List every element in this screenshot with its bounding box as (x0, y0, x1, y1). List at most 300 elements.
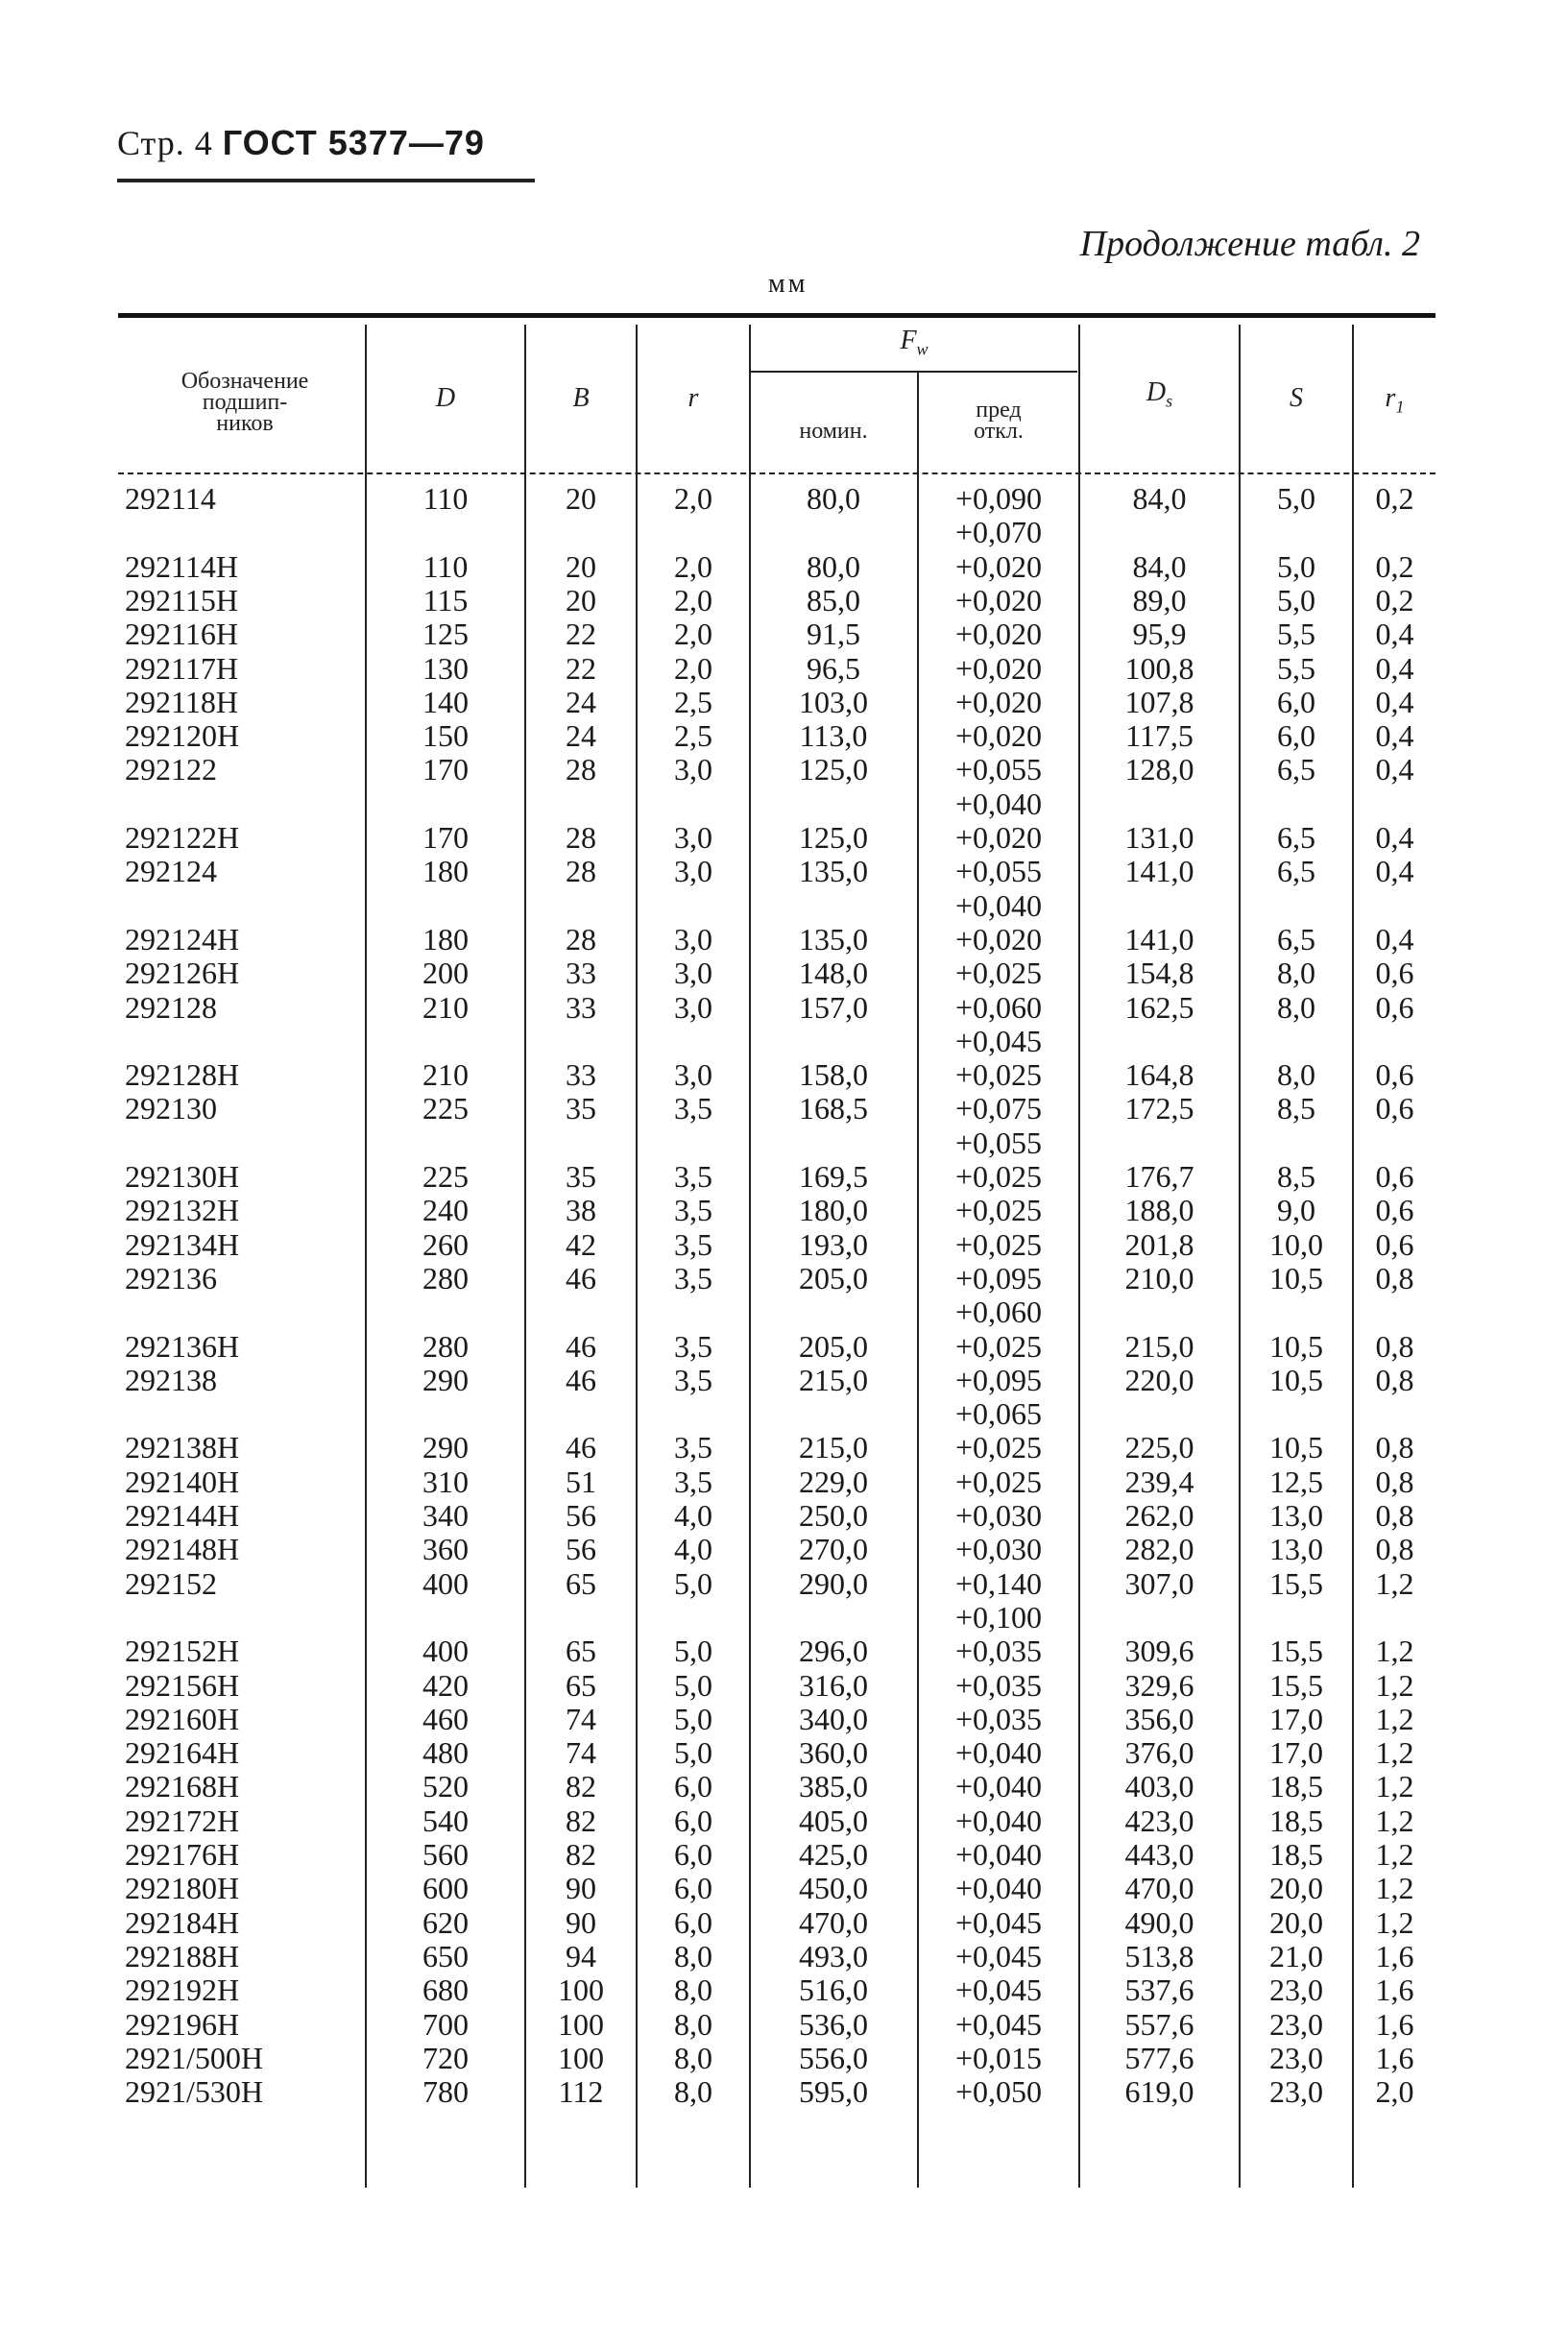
cell-d: 292120Н (125, 718, 240, 754)
cell-fw: 80,0 (807, 481, 860, 516)
cell-r: 8,0 (674, 2074, 712, 2110)
cell-d: 292164Н (125, 1735, 240, 1771)
cell-r: 2,0 (674, 617, 712, 652)
header-bottom-rule (118, 472, 1435, 474)
cell-ds: 307,0 (1124, 1565, 1194, 1601)
cell-s: 23,0 (1269, 2006, 1323, 2042)
cell-fw: 148,0 (799, 956, 868, 991)
cell-r1: 0,6 (1375, 956, 1414, 991)
cell-d: 292152 (125, 1565, 217, 1601)
cell-d: 292124Н (125, 921, 240, 956)
cell-ds: 470,0 (1124, 1871, 1194, 1906)
col-header-B: B (572, 383, 590, 413)
cell-ds: 423,0 (1124, 1803, 1194, 1838)
cell-D: 600 (422, 1871, 469, 1906)
cell-r1: 1,2 (1375, 1904, 1414, 1940)
cell-deviation: +0,040 (954, 887, 1043, 923)
cell-r: 5,0 (674, 1735, 712, 1771)
cell-deviation: +0,040 (954, 1735, 1043, 1771)
cell-D: 110 (422, 548, 469, 584)
cell-B: 100 (558, 2040, 604, 2075)
cell-B: 28 (566, 820, 596, 855)
cell-ds: 164,8 (1124, 1057, 1194, 1093)
cell-deviation: +0,040 (954, 786, 1043, 821)
cell-s: 5,5 (1277, 650, 1315, 686)
cell-D: 720 (422, 2040, 469, 2075)
cell-ds: 89,0 (1132, 582, 1187, 617)
cell-s: 5,0 (1277, 481, 1315, 516)
cell-r: 8,0 (674, 1973, 712, 2008)
cell-D: 650 (422, 1938, 469, 1973)
cell-D: 115 (422, 582, 469, 617)
cell-deviation: +0,025 (954, 956, 1043, 991)
cell-ds: 309,6 (1124, 1634, 1194, 1669)
cell-d: 292196Н (125, 2006, 240, 2042)
cell-B: 65 (566, 1667, 596, 1703)
cell-r1: 0,6 (1375, 1057, 1414, 1093)
cell-r: 3,0 (674, 854, 712, 889)
table-top-rule (118, 313, 1435, 318)
cell-r1: 1,6 (1375, 1973, 1414, 2008)
cell-r1: 0,8 (1375, 1362, 1414, 1397)
cell-deviation: +0,040 (954, 1769, 1043, 1804)
units-label: мм (768, 269, 808, 299)
cell-d: 292184Н (125, 1904, 240, 1940)
cell-deviation: +0,045 (954, 1904, 1043, 1940)
cell-deviation: +0,040 (954, 1871, 1043, 1906)
cell-B: 35 (566, 1159, 596, 1194)
cell-r1: 0,4 (1375, 718, 1414, 754)
cell-ds: 282,0 (1124, 1532, 1194, 1567)
cell-B: 33 (566, 1057, 596, 1093)
cell-D: 360 (422, 1532, 469, 1567)
cell-fw: 113,0 (799, 718, 868, 754)
cell-s: 18,5 (1269, 1803, 1323, 1838)
cell-B: 46 (566, 1260, 596, 1295)
cell-r: 3,5 (674, 1260, 712, 1295)
cell-d: 292192Н (125, 1973, 240, 2008)
cell-d: 2921/500Н (125, 2040, 263, 2075)
cell-D: 150 (422, 718, 469, 754)
cell-r1: 0,6 (1375, 1193, 1414, 1228)
cell-s: 8,0 (1277, 1057, 1315, 1093)
cell-r1: 0,4 (1375, 921, 1414, 956)
cell-r1: 1,6 (1375, 1938, 1414, 1973)
cell-deviation: +0,065 (954, 1396, 1043, 1432)
cell-D: 310 (422, 1464, 469, 1499)
cell-d: 292124 (125, 854, 217, 889)
cell-B: 28 (566, 854, 596, 889)
cell-deviation: +0,020 (954, 684, 1043, 719)
cell-D: 200 (422, 956, 469, 991)
cell-deviation: +0,020 (954, 582, 1043, 617)
cell-D: 280 (422, 1260, 469, 1295)
cell-d: 292128Н (125, 1057, 240, 1093)
cell-ds: 262,0 (1124, 1498, 1194, 1533)
cell-r: 5,0 (674, 1565, 712, 1601)
cell-ds: 162,5 (1124, 989, 1194, 1025)
cell-s: 6,0 (1277, 684, 1315, 719)
cell-fw: 125,0 (799, 820, 868, 855)
cell-B: 65 (566, 1565, 596, 1601)
cell-r: 6,0 (674, 1871, 712, 1906)
cell-B: 24 (566, 684, 596, 719)
cell-ds: 95,9 (1132, 617, 1187, 652)
cell-r: 3,0 (674, 921, 712, 956)
cell-s: 13,0 (1269, 1532, 1323, 1567)
cell-r1: 0,4 (1375, 684, 1414, 719)
cell-r: 8,0 (674, 2040, 712, 2075)
cell-s: 13,0 (1269, 1498, 1323, 1533)
cell-deviation: +0,025 (954, 1328, 1043, 1364)
cell-deviation: +0,045 (954, 1973, 1043, 2008)
cell-B: 56 (566, 1532, 596, 1567)
cell-r: 3,0 (674, 956, 712, 991)
cell-deviation: +0,090 (954, 481, 1043, 516)
cell-fw: 125,0 (799, 752, 868, 787)
cell-r1: 0,8 (1375, 1532, 1414, 1567)
cell-s: 15,5 (1269, 1565, 1323, 1601)
cell-s: 9,0 (1277, 1193, 1315, 1228)
cell-d: 292152Н (125, 1634, 240, 1669)
cell-deviation: +0,040 (954, 1803, 1043, 1838)
cell-deviation: +0,015 (954, 2040, 1043, 2075)
cell-r1: 0,4 (1375, 617, 1414, 652)
cell-r1: 2,0 (1375, 2074, 1414, 2110)
cell-deviation: +0,020 (954, 921, 1043, 956)
cell-B: 33 (566, 956, 596, 991)
cell-s: 20,0 (1269, 1904, 1323, 1940)
cell-B: 82 (566, 1803, 596, 1838)
cell-fw: 360,0 (799, 1735, 868, 1771)
cell-B: 82 (566, 1769, 596, 1804)
cell-deviation: +0,035 (954, 1667, 1043, 1703)
cell-deviation: +0,020 (954, 617, 1043, 652)
cell-D: 460 (422, 1701, 469, 1736)
col-header-Fw: $F_w$ (900, 326, 929, 359)
cell-fw: 135,0 (799, 854, 868, 889)
cell-D: 560 (422, 1837, 469, 1872)
cell-deviation: +0,025 (954, 1057, 1043, 1093)
cell-r1: 0,2 (1375, 582, 1414, 617)
cell-r: 3,0 (674, 820, 712, 855)
cell-B: 28 (566, 921, 596, 956)
cell-r: 2,5 (674, 684, 712, 719)
cell-deviation: +0,060 (954, 989, 1043, 1025)
cell-fw: 91,5 (807, 617, 860, 652)
cell-fw: 168,5 (799, 1091, 868, 1126)
cell-d: 292132Н (125, 1193, 240, 1228)
cell-s: 6,5 (1277, 820, 1315, 855)
cell-deviation: +0,045 (954, 1938, 1043, 1973)
cell-ds: 188,0 (1124, 1193, 1194, 1228)
cell-B: 46 (566, 1362, 596, 1397)
cell-s: 8,0 (1277, 989, 1315, 1025)
cell-D: 210 (422, 1057, 469, 1093)
cell-fw: 80,0 (807, 548, 860, 584)
cell-s: 21,0 (1269, 1938, 1323, 1973)
cell-r: 5,0 (674, 1634, 712, 1669)
cell-fw: 169,5 (799, 1159, 868, 1194)
cell-r1: 1,6 (1375, 2006, 1414, 2042)
cell-deviation: +0,025 (954, 1226, 1043, 1262)
cell-s: 6,5 (1277, 921, 1315, 956)
cell-r1: 1,2 (1375, 1837, 1414, 1872)
cell-fw: 180,0 (799, 1193, 868, 1228)
cell-d: 292148Н (125, 1532, 240, 1567)
cell-B: 46 (566, 1328, 596, 1364)
cell-r: 3,5 (674, 1430, 712, 1465)
cell-deviation: +0,055 (954, 752, 1043, 787)
cell-r: 3,0 (674, 752, 712, 787)
cell-D: 225 (422, 1159, 469, 1194)
cell-s: 15,5 (1269, 1634, 1323, 1669)
cell-fw: 290,0 (799, 1565, 868, 1601)
cell-s: 8,5 (1277, 1091, 1315, 1126)
col-header-D: D (435, 383, 456, 413)
cell-B: 20 (566, 481, 596, 516)
cell-ds: 329,6 (1124, 1667, 1194, 1703)
cell-s: 10,0 (1269, 1226, 1323, 1262)
cell-s: 23,0 (1269, 1973, 1323, 2008)
cell-B: 35 (566, 1091, 596, 1126)
cell-ds: 172,5 (1124, 1091, 1194, 1126)
cell-ds: 443,0 (1124, 1837, 1194, 1872)
cell-B: 56 (566, 1498, 596, 1533)
cell-deviation: +0,095 (954, 1362, 1043, 1397)
cell-d: 292136 (125, 1260, 217, 1295)
cell-r1: 0,8 (1375, 1430, 1414, 1465)
cell-ds: 619,0 (1124, 2074, 1194, 2110)
cell-r1: 0,8 (1375, 1498, 1414, 1533)
cell-fw: 493,0 (799, 1938, 868, 1973)
cell-ds: 201,8 (1124, 1226, 1194, 1262)
cell-fw: 316,0 (799, 1667, 868, 1703)
cell-B: 38 (566, 1193, 596, 1228)
cell-D: 280 (422, 1328, 469, 1364)
cell-deviation: +0,030 (954, 1498, 1043, 1533)
cell-D: 400 (422, 1634, 469, 1669)
cell-D: 540 (422, 1803, 469, 1838)
cell-ds: 210,0 (1124, 1260, 1194, 1295)
cell-deviation: +0,030 (954, 1532, 1043, 1567)
cell-fw: 425,0 (799, 1837, 868, 1872)
cell-s: 6,0 (1277, 718, 1315, 754)
cell-fw: 250,0 (799, 1498, 868, 1533)
cell-s: 20,0 (1269, 1871, 1323, 1906)
page-header (117, 123, 485, 163)
cell-r: 5,0 (674, 1667, 712, 1703)
cell-deviation: +0,035 (954, 1634, 1043, 1669)
cell-fw: 595,0 (799, 2074, 868, 2110)
cell-D: 480 (422, 1735, 469, 1771)
cell-d: 292115Н (125, 582, 238, 617)
cell-d: 292140Н (125, 1464, 240, 1499)
cell-r: 6,0 (674, 1769, 712, 1804)
cell-r1: 0,2 (1375, 481, 1414, 516)
cell-r1: 0,6 (1375, 1091, 1414, 1126)
cell-ds: 131,0 (1124, 820, 1194, 855)
cell-ds: 84,0 (1132, 548, 1187, 584)
cell-deviation: +0,035 (954, 1701, 1043, 1736)
cell-r1: 0,2 (1375, 548, 1414, 584)
cell-r1: 0,6 (1375, 989, 1414, 1025)
cell-r: 6,0 (674, 1803, 712, 1838)
col-header-Fw-nominal: номин. (799, 419, 868, 444)
cell-B: 65 (566, 1634, 596, 1669)
cell-ds: 215,0 (1124, 1328, 1194, 1364)
cell-s: 17,0 (1269, 1735, 1323, 1771)
standard-number: ГОСТ 5377—79 (222, 123, 485, 162)
cell-ds: 100,8 (1124, 650, 1194, 686)
cell-r: 6,0 (674, 1904, 712, 1940)
cell-ds: 557,6 (1124, 2006, 1194, 2042)
cell-fw: 296,0 (799, 1634, 868, 1669)
cell-fw: 205,0 (799, 1328, 868, 1364)
cell-d: 292117Н (125, 650, 238, 686)
fw-header-rule (751, 371, 1077, 373)
cell-D: 110 (422, 481, 469, 516)
cell-s: 10,5 (1269, 1328, 1323, 1364)
cell-r1: 1,2 (1375, 1871, 1414, 1906)
cell-ds: 403,0 (1124, 1769, 1194, 1804)
cell-r1: 0,8 (1375, 1260, 1414, 1295)
col-header-S: S (1290, 383, 1303, 413)
cell-r: 2,0 (674, 650, 712, 686)
cell-B: 100 (558, 1973, 604, 2008)
cell-D: 225 (422, 1091, 469, 1126)
cell-d: 292180Н (125, 1871, 240, 1906)
cell-B: 90 (566, 1871, 596, 1906)
cell-r1: 1,2 (1375, 1735, 1414, 1771)
cell-d: 292118Н (125, 684, 238, 719)
cell-s: 18,5 (1269, 1837, 1323, 1872)
cell-r1: 0,6 (1375, 1226, 1414, 1262)
cell-fw: 157,0 (799, 989, 868, 1025)
cell-r: 3,5 (674, 1464, 712, 1499)
cell-r1: 1,2 (1375, 1701, 1414, 1736)
cell-r: 4,0 (674, 1498, 712, 1533)
cell-B: 33 (566, 989, 596, 1025)
cell-r: 3,5 (674, 1091, 712, 1126)
col-header-r1: $r_1$ (1385, 383, 1405, 417)
cell-B: 90 (566, 1904, 596, 1940)
cell-deviation: +0,025 (954, 1430, 1043, 1465)
col-header-designation: Обозначение подшип- ников (181, 369, 309, 436)
cell-D: 130 (422, 650, 469, 686)
cell-d: 292138Н (125, 1430, 240, 1465)
cell-d: 292114 (125, 481, 216, 516)
cell-s: 5,5 (1277, 617, 1315, 652)
cell-r1: 1,2 (1375, 1565, 1414, 1601)
cell-r: 3,5 (674, 1226, 712, 1262)
cell-D: 520 (422, 1769, 469, 1804)
cell-s: 17,0 (1269, 1701, 1323, 1736)
cell-B: 51 (566, 1464, 596, 1499)
cell-r: 2,0 (674, 582, 712, 617)
cell-deviation: +0,045 (954, 2006, 1043, 2042)
cell-deviation: +0,025 (954, 1159, 1043, 1194)
cell-B: 94 (566, 1938, 596, 1973)
cell-D: 780 (422, 2074, 469, 2110)
cell-ds: 141,0 (1124, 921, 1194, 956)
cell-ds: 376,0 (1124, 1735, 1194, 1771)
cell-D: 170 (422, 752, 469, 787)
cell-deviation: +0,095 (954, 1260, 1043, 1295)
cell-B: 100 (558, 2006, 604, 2042)
cell-d: 292168Н (125, 1769, 240, 1804)
cell-deviation: +0,050 (954, 2074, 1043, 2110)
cell-ds: 117,5 (1125, 718, 1194, 754)
cell-deviation: +0,070 (954, 515, 1043, 550)
cell-ds: 225,0 (1124, 1430, 1194, 1465)
cell-d: 292176Н (125, 1837, 240, 1872)
cell-d: 292122 (125, 752, 217, 787)
cell-r: 2,0 (674, 481, 712, 516)
cell-fw: 193,0 (799, 1226, 868, 1262)
cell-r1: 0,6 (1375, 1159, 1414, 1194)
cell-fw: 135,0 (799, 921, 868, 956)
cell-B: 112 (558, 2074, 604, 2110)
cell-deviation: +0,075 (954, 1091, 1043, 1126)
cell-B: 74 (566, 1735, 596, 1771)
cell-B: 22 (566, 617, 596, 652)
cell-ds: 128,0 (1124, 752, 1194, 787)
cell-s: 15,5 (1269, 1667, 1323, 1703)
cell-s: 10,5 (1269, 1260, 1323, 1295)
cell-fw: 96,5 (807, 650, 860, 686)
cell-B: 82 (566, 1837, 596, 1872)
cell-d: 292114Н (125, 548, 238, 584)
cell-fw: 215,0 (799, 1362, 868, 1397)
cell-fw: 450,0 (799, 1871, 868, 1906)
cell-r: 3,5 (674, 1193, 712, 1228)
cell-D: 400 (422, 1565, 469, 1601)
cell-fw: 270,0 (799, 1532, 868, 1567)
cell-r: 4,0 (674, 1532, 712, 1567)
cell-s: 5,0 (1277, 582, 1315, 617)
cell-fw: 158,0 (799, 1057, 868, 1093)
cell-deviation: +0,100 (954, 1599, 1043, 1634)
cell-D: 700 (422, 2006, 469, 2042)
cell-D: 680 (422, 1973, 469, 2008)
cell-r: 6,0 (674, 1837, 712, 1872)
cell-r1: 1,2 (1375, 1667, 1414, 1703)
cell-B: 24 (566, 718, 596, 754)
cell-d: 292122Н (125, 820, 240, 855)
cell-D: 210 (422, 989, 469, 1025)
cell-r: 2,0 (674, 548, 712, 584)
cell-d: 292126Н (125, 956, 240, 991)
cell-ds: 513,8 (1124, 1938, 1194, 1973)
header-rule (117, 179, 535, 182)
cell-s: 6,5 (1277, 752, 1315, 787)
cell-s: 18,5 (1269, 1769, 1323, 1804)
cell-r: 3,5 (674, 1159, 712, 1194)
cell-fw: 103,0 (799, 684, 868, 719)
cell-D: 170 (422, 820, 469, 855)
cell-r: 2,5 (674, 718, 712, 754)
cell-fw: 229,0 (799, 1464, 868, 1499)
cell-s: 8,0 (1277, 956, 1315, 991)
cell-d: 292136Н (125, 1328, 240, 1364)
cell-B: 46 (566, 1430, 596, 1465)
cell-ds: 107,8 (1124, 684, 1194, 719)
cell-s: 10,5 (1269, 1362, 1323, 1397)
cell-fw: 516,0 (799, 1973, 868, 2008)
cell-deviation: +0,045 (954, 1023, 1043, 1058)
cell-d: 292130Н (125, 1159, 240, 1194)
